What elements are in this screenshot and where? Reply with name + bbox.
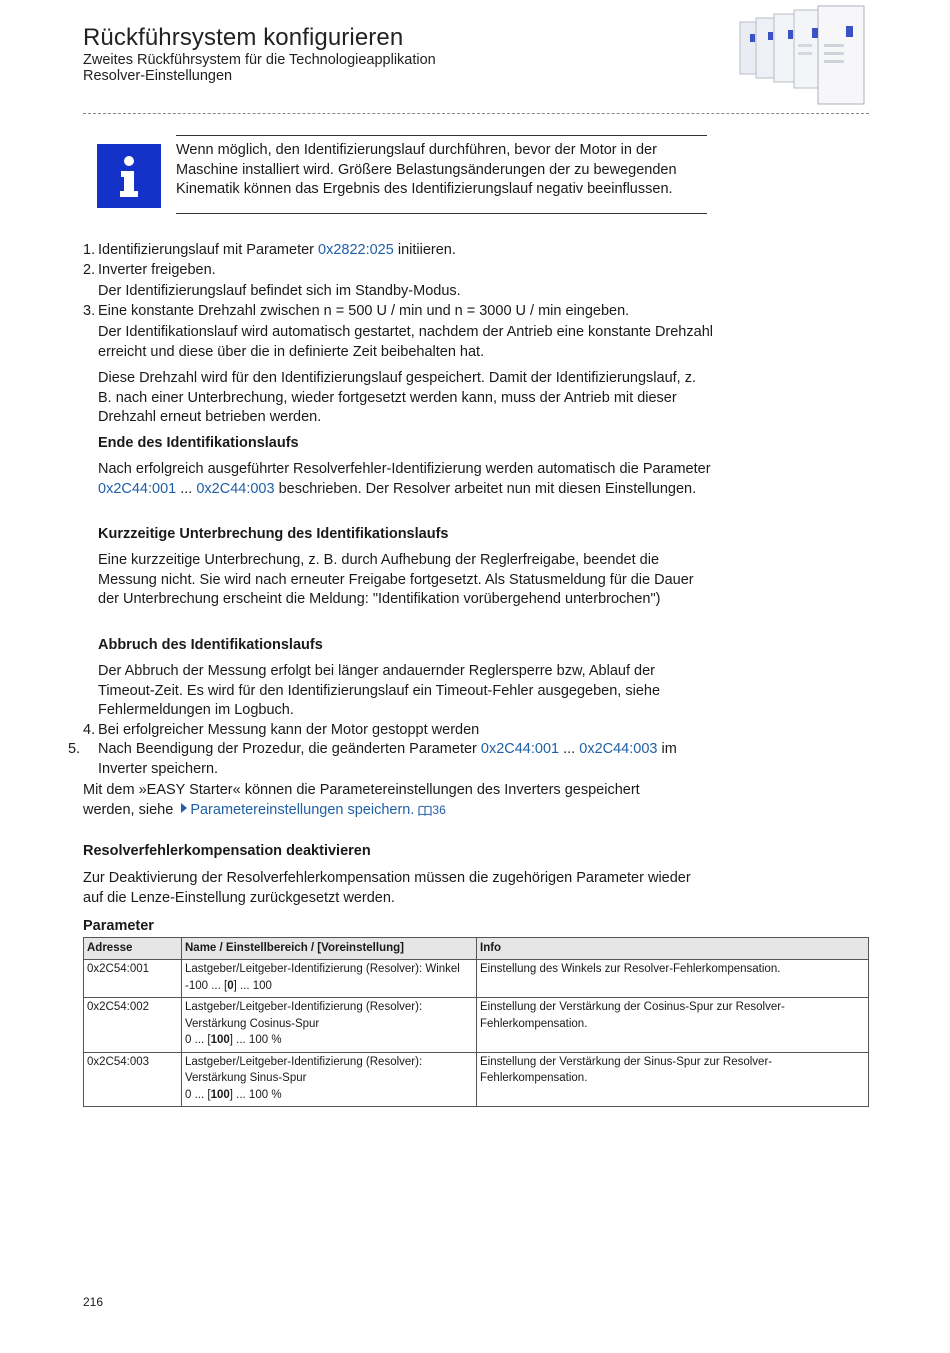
heading-end-identification: Ende des Identifikationslaufs: [98, 435, 299, 451]
param-link-0x2c44-003[interactable]: 0x2C44:003: [196, 480, 275, 497]
param-range: [185, 978, 473, 995]
info-icon: [97, 144, 161, 208]
step-text: Nach Beendigung der Prozedur, die geänderten Parameter: [98, 741, 481, 757]
page-number: 216: [83, 1295, 104, 1309]
column-header-info: Info: [477, 938, 869, 960]
abort-identification-text: Der Abbruch der Messung erfolgt bei länger andauernder Reglersperre bzw, Ablauf der Timeout-Zeit. Es wird für den Identifizierungslauf ein Timeout-Fehler ausgegeben, siehe Fehlermeldungen im Logbuch.: [98, 663, 661, 718]
easy-text: Mit dem »EASY Starter« können die Parametereinstellungen des Inverters gespeichert werden, siehe: [83, 782, 640, 818]
page-title: Rückführsystem konfigurieren: [83, 24, 404, 51]
range-default: 0: [227, 979, 234, 992]
step-text: Bei erfolgreicher Messung kann der Motor gestoppt werden: [98, 722, 480, 738]
note-top-rule: [176, 135, 707, 136]
range-separator: ...: [559, 741, 580, 757]
step-number: 3.: [83, 303, 96, 319]
step-5: [68, 740, 713, 779]
step-2-result: Der Identifizierungslauf befindet sich im Standby-Modus.: [98, 283, 461, 299]
step-text: Eine konstante Drehzahl zwischen n = 500 U / min und n = 3000 U / min eingeben.: [98, 303, 630, 319]
step-number: 5.: [68, 741, 81, 757]
step-3-paragraph-2: Diese Drehzahl wird für den Identifizierungslauf gespeichert. Damit der Identifizierungslauf, z. B. nach einer Unterbrechung, wieder fortgesetzt werden kann, muss der Antrieb mit dieser Drehzahl erneut betrieben werden.: [98, 370, 697, 425]
param-range: [185, 1087, 473, 1104]
page-subtitle: Zweites Rückführsystem für die Technologieapplikation: [83, 52, 436, 68]
section-subtitle: Resolver-Einstellungen: [83, 68, 233, 84]
step-3: [83, 302, 723, 322]
heading-abort-identification: Abbruch des Identifikationslaufs: [98, 637, 323, 653]
step-text: Identifizierungslauf mit Parameter: [98, 242, 319, 258]
param-name: Lastgeber/Leitgeber-Identifizierung (Resolver): Verstärkung Sinus-Spur: [185, 1055, 423, 1084]
range-text: ] ... 100 %: [229, 1088, 282, 1101]
cell-name: [182, 1052, 477, 1107]
section-heading: Resolverfehlerkompensation deaktivieren: [83, 843, 371, 859]
cell-name: [182, 960, 477, 998]
note-bottom-rule: [176, 213, 707, 214]
short-interruption-text: Eine kurzzeitige Unterbrechung, z. B. durch Aufhebung der Reglerfreigabe, beendet die Messung nicht. Sie wird nach erneuter Freigabe fortgesetzt. Als Statusmeldung für die Dauer der Unterbrechung erscheint die Meldung: "Identifikation vorübergehend unterbrochen"): [98, 552, 694, 607]
parameter-table: [83, 937, 869, 1107]
param-range: [185, 1032, 473, 1049]
end-text: beschrieben. Der Resolver arbeitet nun mit diesen Einstellungen.: [274, 480, 697, 497]
param-link-0x2c44-001[interactable]: 0x2C44:001: [98, 480, 177, 497]
note-text: Wenn möglich, den Identifizierungslauf durchführen, bevor der Motor in der Maschine installiert wird. Größere Belastungsänderungen der zu bewegenden Kinematik können das Ergebnis des Identifizierungslauf negativ beeinflussen.: [176, 142, 677, 197]
range-separator: ...: [176, 480, 197, 497]
cell-info: Einstellung der Verstärkung der Sinus-Spur zur Resolver-Fehlerkompensation.: [477, 1052, 869, 1107]
column-header-name: Name / Einstellbereich / [Voreinstellung]: [182, 938, 477, 960]
heading-short-interruption: Kurzzeitige Unterbrechung des Identifikationslaufs: [98, 526, 449, 542]
page-reference[interactable]: 36: [432, 802, 446, 817]
param-link-0x2c44-001[interactable]: 0x2C44:001: [480, 741, 560, 757]
book-icon: [418, 803, 432, 823]
end-identification-text: [98, 460, 713, 499]
cell-address: 0x2C54:003: [84, 1052, 182, 1107]
table-row: [84, 960, 869, 998]
range-default: 100: [210, 1088, 230, 1101]
parameter-heading: Parameter: [83, 918, 154, 934]
step-4: [83, 721, 723, 741]
range-text: ] ... 100 %: [229, 1034, 282, 1046]
range-text: 0 ... [: [185, 1088, 211, 1101]
range-text: 0 ... [: [185, 1034, 211, 1046]
section-text: Zur Deaktivierung der Resolverfehlerkompensation müssen die zugehörigen Parameter wieder auf die Lenze-Einstellung zurückgesetzt werden.: [83, 870, 691, 906]
step-2: [83, 261, 723, 281]
step-number: 1.: [83, 242, 96, 258]
inverter-devices-image: [738, 4, 870, 108]
param-link-0x2c44-003[interactable]: 0x2C44:003: [579, 741, 658, 757]
end-text: Nach erfolgreich ausgeführter Resolverfehler-Identifizierung werden automatisch die Parameter: [98, 461, 711, 477]
step-text: Inverter freigeben.: [98, 262, 216, 278]
range-text: ] ... 100: [233, 979, 272, 992]
range-default: 100: [210, 1034, 230, 1046]
link-save-parameter-settings[interactable]: Parametereinstellungen speichern.: [190, 801, 415, 818]
cell-info: Einstellung des Winkels zur Resolver-Fehlerkompensation.: [477, 960, 869, 998]
cell-address: 0x2C54:001: [84, 960, 182, 998]
cell-name: [182, 998, 477, 1053]
param-name: Lastgeber/Leitgeber-Identifizierung (Resolver): Winkel: [185, 963, 460, 975]
table-row: [84, 998, 869, 1053]
step-number: 4.: [83, 722, 96, 738]
step-number: 2.: [83, 262, 96, 278]
step-3-paragraph-1: Der Identifikationslauf wird automatisch gestartet, nachdem der Antrieb eine konstante Drehzahl erreicht und diese über die in definierte Zeit beibehalten hat.: [98, 324, 713, 360]
cell-address: 0x2C54:002: [84, 998, 182, 1053]
easy-starter-text: [83, 781, 688, 822]
step-text: im Inverter speichern.: [98, 741, 677, 777]
step-1: [83, 241, 723, 261]
link-arrow-icon: [181, 803, 187, 813]
param-link-0x2822-025[interactable]: 0x2822:025: [318, 242, 394, 258]
table-row: [84, 1052, 869, 1107]
step-text: initiieren.: [393, 242, 456, 258]
header-divider: [83, 113, 869, 114]
range-text: -100 ... [: [185, 979, 228, 992]
column-header-address: Adresse: [84, 938, 182, 960]
table-header-row: [84, 938, 869, 960]
param-name: Lastgeber/Leitgeber-Identifizierung (Resolver): Verstärkung Cosinus-Spur: [185, 1001, 423, 1030]
cell-info: Einstellung der Verstärkung der Cosinus-Spur zur Resolver-Fehlerkompensation.: [477, 998, 869, 1053]
